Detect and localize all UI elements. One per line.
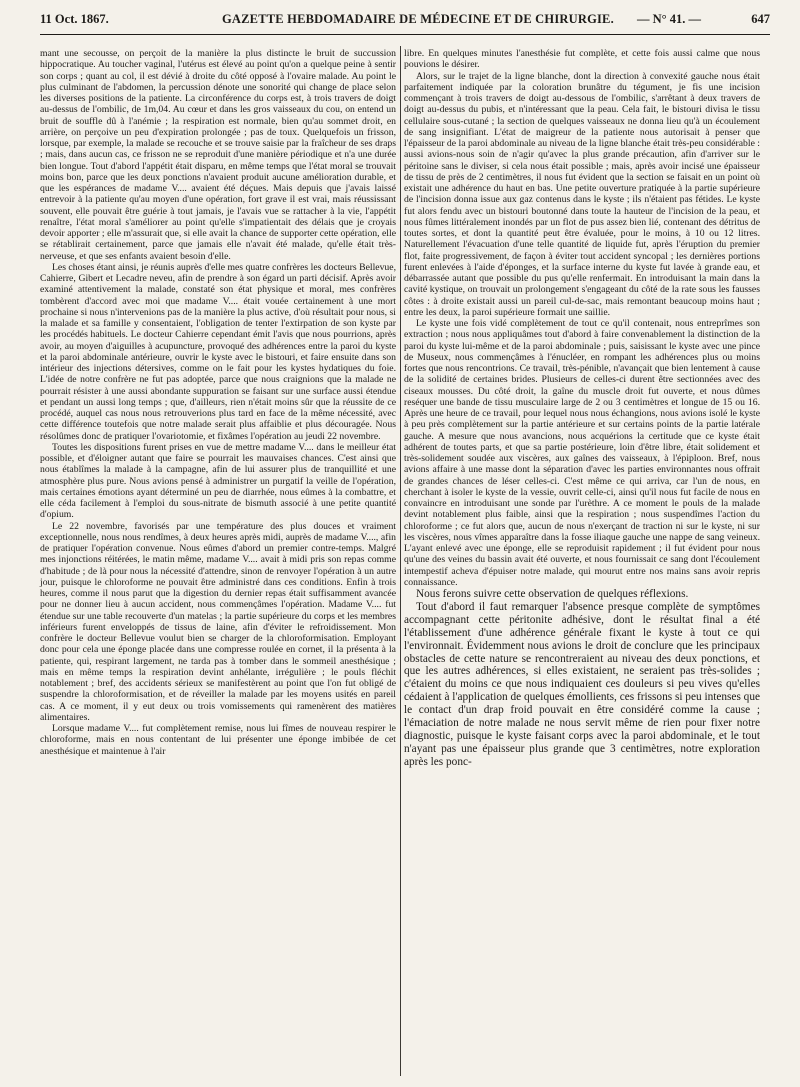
header-title: GAZETTE HEBDOMADAIRE DE MÉDECINE ET DE CHIRURGIE. bbox=[222, 12, 614, 26]
paragraph: Le 22 novembre, favorisés par une température des plus douces et vraiment exceptionnelle, nous nous rendîmes, à deux heures après midi, auprès de madame V...., afin de pratiquer l'opération convenue. Nous eûmes d'abord un premier contre-temps. Malgré mes injonctions réitérées, le matin même, madame V.... avait à midi pris son repas comme d'habitude ; de là pour nous la nécessité d'attendre, sinon de renvoyer l'opération à un autre jour, puisque le chloroforme ne pouvait être administré dans ces conditions. Enfin à trois heures, comme il nous parut que la digestion du dernier repas était suffisamment avancée pour ne donner lieu à aucun accident, nous commençâmes l'opération. Madame V.... fut étendue sur une table recouverte d'un matelas ; la partie supérieure du corps et les membres inférieurs furent enveloppés de tissus de laine, afin d'éviter le refroidissement. Mon confrère le docteur Bellevue voulut bien se charger de la chloroformisation. Employant donc pour cela une éponge placée dans une compresse roulée en cornet, il la présenta à la patiente, qui, respirant largement, ne tarda pas à tomber dans le sommeil anesthésique ; mais en même temps la respiration devint anhélante, irrégulière ; le pouls fléchit notablement ; bref, des accidents sérieux se manifestèrent au point que l'on fut obligé de suspendre la chloroformisation, et de réveiller la malade par les moyens usités en pareil cas. A ce moment, il y eut deux ou trois vomissements qui ramenèrent des matières alimentaires. bbox=[40, 520, 396, 723]
paragraph: mant une secousse, on perçoit de la manière la plus distincte le bruit de succussion hippocratique. Au toucher vaginal, l'utérus est élevé au point qu'on a quelque peine à sentir son corps ; quant au col, il est dévié à droite du côté opposé à l'ovaire malade. Au point le plus culminant de l'abdomen, la percussion dénote une sonorité qui change de place selon les diverses positions de la patiente. La circonférence du corps est, à trois travers de doigt au-dessus de l'ombilic, de 1m,04. Au cœur et dans les gros vaisseaux du cou, on entend un bruit de souffle dû à l'anémie ; la respiration est normale, bien qu'au sommet droit, en arrière, on perçoive un peu d'expiration prolongée ; pas de toux. Quelquefois un frisson, lorsque, par exemple, la malade se recouche et se trouve saisie par la fraîcheur de ses draps ; mais, dans aucun cas, ce frisson ne se reproduit d'une manière périodique et n'a une durée bien longue. Tout d'abord l'appétit était disparu, en même temps que l'état moral se trouvait moins bon, parce que les deux ponctions n'avaient produit aucune amélioration durable, et que les espérances de madame V.... avaient été déçues. Mais depuis que j'avais laissé entrevoir à la patiente qu'au moyen d'une opération, fort grave il est vrai, mais réussissant souvent, elle pouvait être guérie à tout jamais, je l'avais vue se rattacher à la vie, l'appétit renaître, l'état moral s'améliorer au point qu'elle s'impatientait des délais que je croyais devoir apporter ; elle m'assurait que, si elle avait la chance de supporter cette opération, elle se rétablirait certainement, parce que jamais elle n'avait été malade, qu'elle était très-nerveuse, et que ses enfants avaient besoin d'elle. bbox=[40, 48, 396, 262]
header-page-number: 647 bbox=[751, 12, 770, 26]
paragraph: Toutes les dispositions furent prises en vue de mettre madame V.... dans le meilleur état possible, et d'éloigner autant que faire se pourrait les mauvaises chances. C'est ainsi que nous établîmes la malade à la campagne, afin de lui assurer plus de tranquillité et une atmosphère plus pure. Nous avions pensé à administrer un purgatif la veille de l'opération, mais certaines émotions ayant déterminé un peu de diarrhée, nous eûmes à la combattre, et elle céda facilement à l'emploi du sous-nitrate de bismuth associé à une petite quantité d'opium. bbox=[40, 441, 396, 521]
paragraph: libre. En quelques minutes l'anesthésie fut complète, et cette fois aussi calme que nous pouvions le désirer. bbox=[404, 48, 760, 71]
reflections-heading: Nous ferons suivre cette observation de quelques réflexions. bbox=[416, 588, 689, 600]
running-header bbox=[40, 12, 770, 35]
paragraph: Le kyste une fois vidé complètement de tout ce qu'il contenait, nous entreprîmes son extraction ; nous nous appliquâmes tout d'abord à faire convenablement la distinction de la paroi du kyste lui-même et de la paroi abdominale ; puis, saisissant le kyste avec une pince de Museux, nous commençâmes à l'énucléer, en rompant les adhérences plus ou moins fortes que nous rencontrions. Ce travail, très-pénible, n'avançait que bien lentement à cause de la solidité de certaines brides. Plusieurs de celles-ci durent être sectionnées avec des ciseaux mousses. Du côté droit, la gaîne du muscle droit fut ouverte, et nous dûmes reséquer une bande de tissu musculaire large de 2 ou 3 centimètres et longue de 15 ou 16. Après une heure de ce travail, pour lequel nous nous échangions, nous avions isolé le kyste à peu près complètement sur la partie antérieure et sur certains points de la partie latérale gauche. A mesure que nous avancions, nous acquérions la certitude que ce kyste était adhérent de toutes parts, et que sa partie postérieure, loin d'être libre, était solidement et très-solidement soudée aux viscères, aux gaînes des vaisseaux, à l'épiploon. Bref, nous avions affaire à une masse dont la séparation d'avec les parties environnantes nous offrait de grandes chances de léser celles-ci. C'est même ce qui arriva, car l'un de nous, en cherchant à isoler le kyste de la vessie, ouvrit celle-ci, ainsi qu'il nous fut facile de nous en convaincre en introduisant une sonde par l'urèthre. A ce moment le pouls de la malade devint notablement plus faible, ainsi que la respiration ; nous suspendîmes l'action du chloroforme ; ce fut alors que, aucun de nous n'exerçant de traction ni sur le kyste, ni sur les viscères, nous vîmes apparaître dans la fosse iliaque gauche une nappe de sang veineux. L'ayant enlevé avec une éponge, elle se reproduisit rapidement ; il fut évident pour nous qu'une des veines du bassin avait été ouverte, et nous fournissait ce sang dont l'écoulement intempestif acheva d'épuiser notre malade, qui mourut entre nos mains sans avoir repris connaissance. bbox=[404, 318, 760, 588]
paragraph: Lorsque madame V.... fut complètement remise, nous lui fîmes de nouveau respirer le chloroforme, mais en nous contentant de lui présenter une éponge imbibée de cet anesthésique et maintenue à l'air bbox=[40, 723, 396, 757]
header-date: 11 Oct. 1867. bbox=[40, 12, 109, 26]
header-issue-number: — N° 41. — bbox=[637, 12, 702, 26]
paragraph: Alors, sur le trajet de la ligne blanche, dont la direction à convexité gauche nous était parfaitement indiquée par la coloration brunâtre du tégument, je fis une incision commençant à trois travers de doigt au-dessous de l'ombilic, s'arrêtant à deux travers de doigt au-dessus du pubis, et n'intéressant que la peau. Cela fait, le bistouri divisa le tissu cellulaire sous-cutané ; la section de quelques vaisseaux ne donna lieu qu'à un écoulement de sang insignifiant. L'état de maigreur de la patiente nous autorisait à penser que l'épaisseur de la paroi abdominale au niveau de la ligne blanche était très-peu considérable : aussi avions-nous soin de n'agir qu'avec la plus grande précaution, afin d'arriver sur le péritoine sans le diviser, si cela nous était possible ; mais, après avoir incisé une épaisseur de tissu de près de 2 centimètres, il nous fut évident que la section se faisait en un point où existait une adhérence du haut en bas. Une petite ouverture pratiquée à la partie supérieure de l'incision donna issue aux gaz contenus dans le kyste ; ils n'étaient pas fétides. Le kyste fut alors fendu avec un bistouri boutonné dans toute la hauteur de l'incision de la peau, et nous fûmes littéralement inondés par un flot de pus assez bien lié, contenant des détritus de toutes sortes, et dont la quantité peut être évaluée, pour le moins, à 10 ou 12 litres. Naturellement l'évacuation d'une telle quantité de liquide fut, après l'éruption du premier flot, faite progressivement, de façon à éviter tout accident syncopal ; les dernières portions furent enlevées à l'aide d'éponges, et la surface interne du kyste fut lavée à grande eau, et débarrassée autant que possible du pus qu'elle renfermait. En introduisant la main dans la cavité kystique, on trouvait un prolongement s'engageant du côté de la rate sous les fausses côtes : à droite existait aussi un pareil cul-de-sac, mais remontant beaucoup moins haut ; entre les deux, la paroi supérieure formait une saillie. bbox=[404, 70, 760, 318]
paragraph: Les choses étant ainsi, je réunis auprès d'elle mes quatre confrères les docteurs Bellevue, Cahierre, Gibert et Lecadre neveu, afin de prendre à son égard un parti décisif. Après avoir examiné attentivement la malade, constaté son état physique et moral, mes confrères tombèrent d'accord avec moi que madame V.... était vouée certainement à une mort prochaine si nous n'intervenions pas de la manière la plus active, d'où résultait pour nous, si la malade et sa famille y consentaient, l'obligation de tenter l'extirpation de son kyste par les procédés habituels. Le docteur Cahierre cependant émit l'avis que nous pourrions, après avoir, au moyen d'aiguilles à acupuncture, provoqué des adhérences entre la paroi du kyste et la paroi abdominale antérieure, ouvrir le kyste avec le bistouri, et faire ensuite dans son intérieur des injections détersives, comme on le fait pour les kystes hydatiques du foie. L'idée de notre confrère ne fut pas adoptée, parce que nous craignions que la malade ne pourrait résister à une aussi abondante suppuration se faisant sur une surface aussi étendue et pendant un aussi long temps ; que, d'ailleurs, rien n'était moins sûr que la réussite de ce procédé, auquel cas nous nous retrouverions plus tard en face de la même nécessité, avec cette différence toutefois que notre malade serait plus affaiblie et plus découragée. Nous résolûmes donc de pratiquer l'ovariotomie, et fixâmes l'opération au jeudi 22 novembre. bbox=[40, 261, 396, 442]
left-column bbox=[40, 48, 396, 757]
column-divider bbox=[400, 46, 401, 1076]
paragraph: Tout d'abord il faut remarquer l'absence presque complète de symptômes accompagnant cette péritonite adhésive, dont le résultat final a été l'établissement d'une adhérence générale fixant le kyste à tout ce qui l'environnait. Évidemment nous avions le droit de conclure que les principaux obstacles de cette nature se rencontreraient au niveau des deux ponctions, et que les autres adhérences, si elles existaient, ne seraient pas très-solides ; c'étaient du moins ce que nous indiquaient ces douleurs si peu vives qu'elles cédaient à l'application de quelques émollients, ces frissons si peu intenses que le contact d'un drap froid pouvait en être considéré comme la cause ; l'émaciation de notre malade ne nous servit même de rien pour fixer notre diagnostic, puisque le kyste faisant corps avec la paroi abdominale, et le tout n'ayant pas une épaisseur plus grande que 3 centimètres, notre exploration après les ponc- bbox=[404, 600, 760, 768]
right-column bbox=[404, 48, 760, 769]
